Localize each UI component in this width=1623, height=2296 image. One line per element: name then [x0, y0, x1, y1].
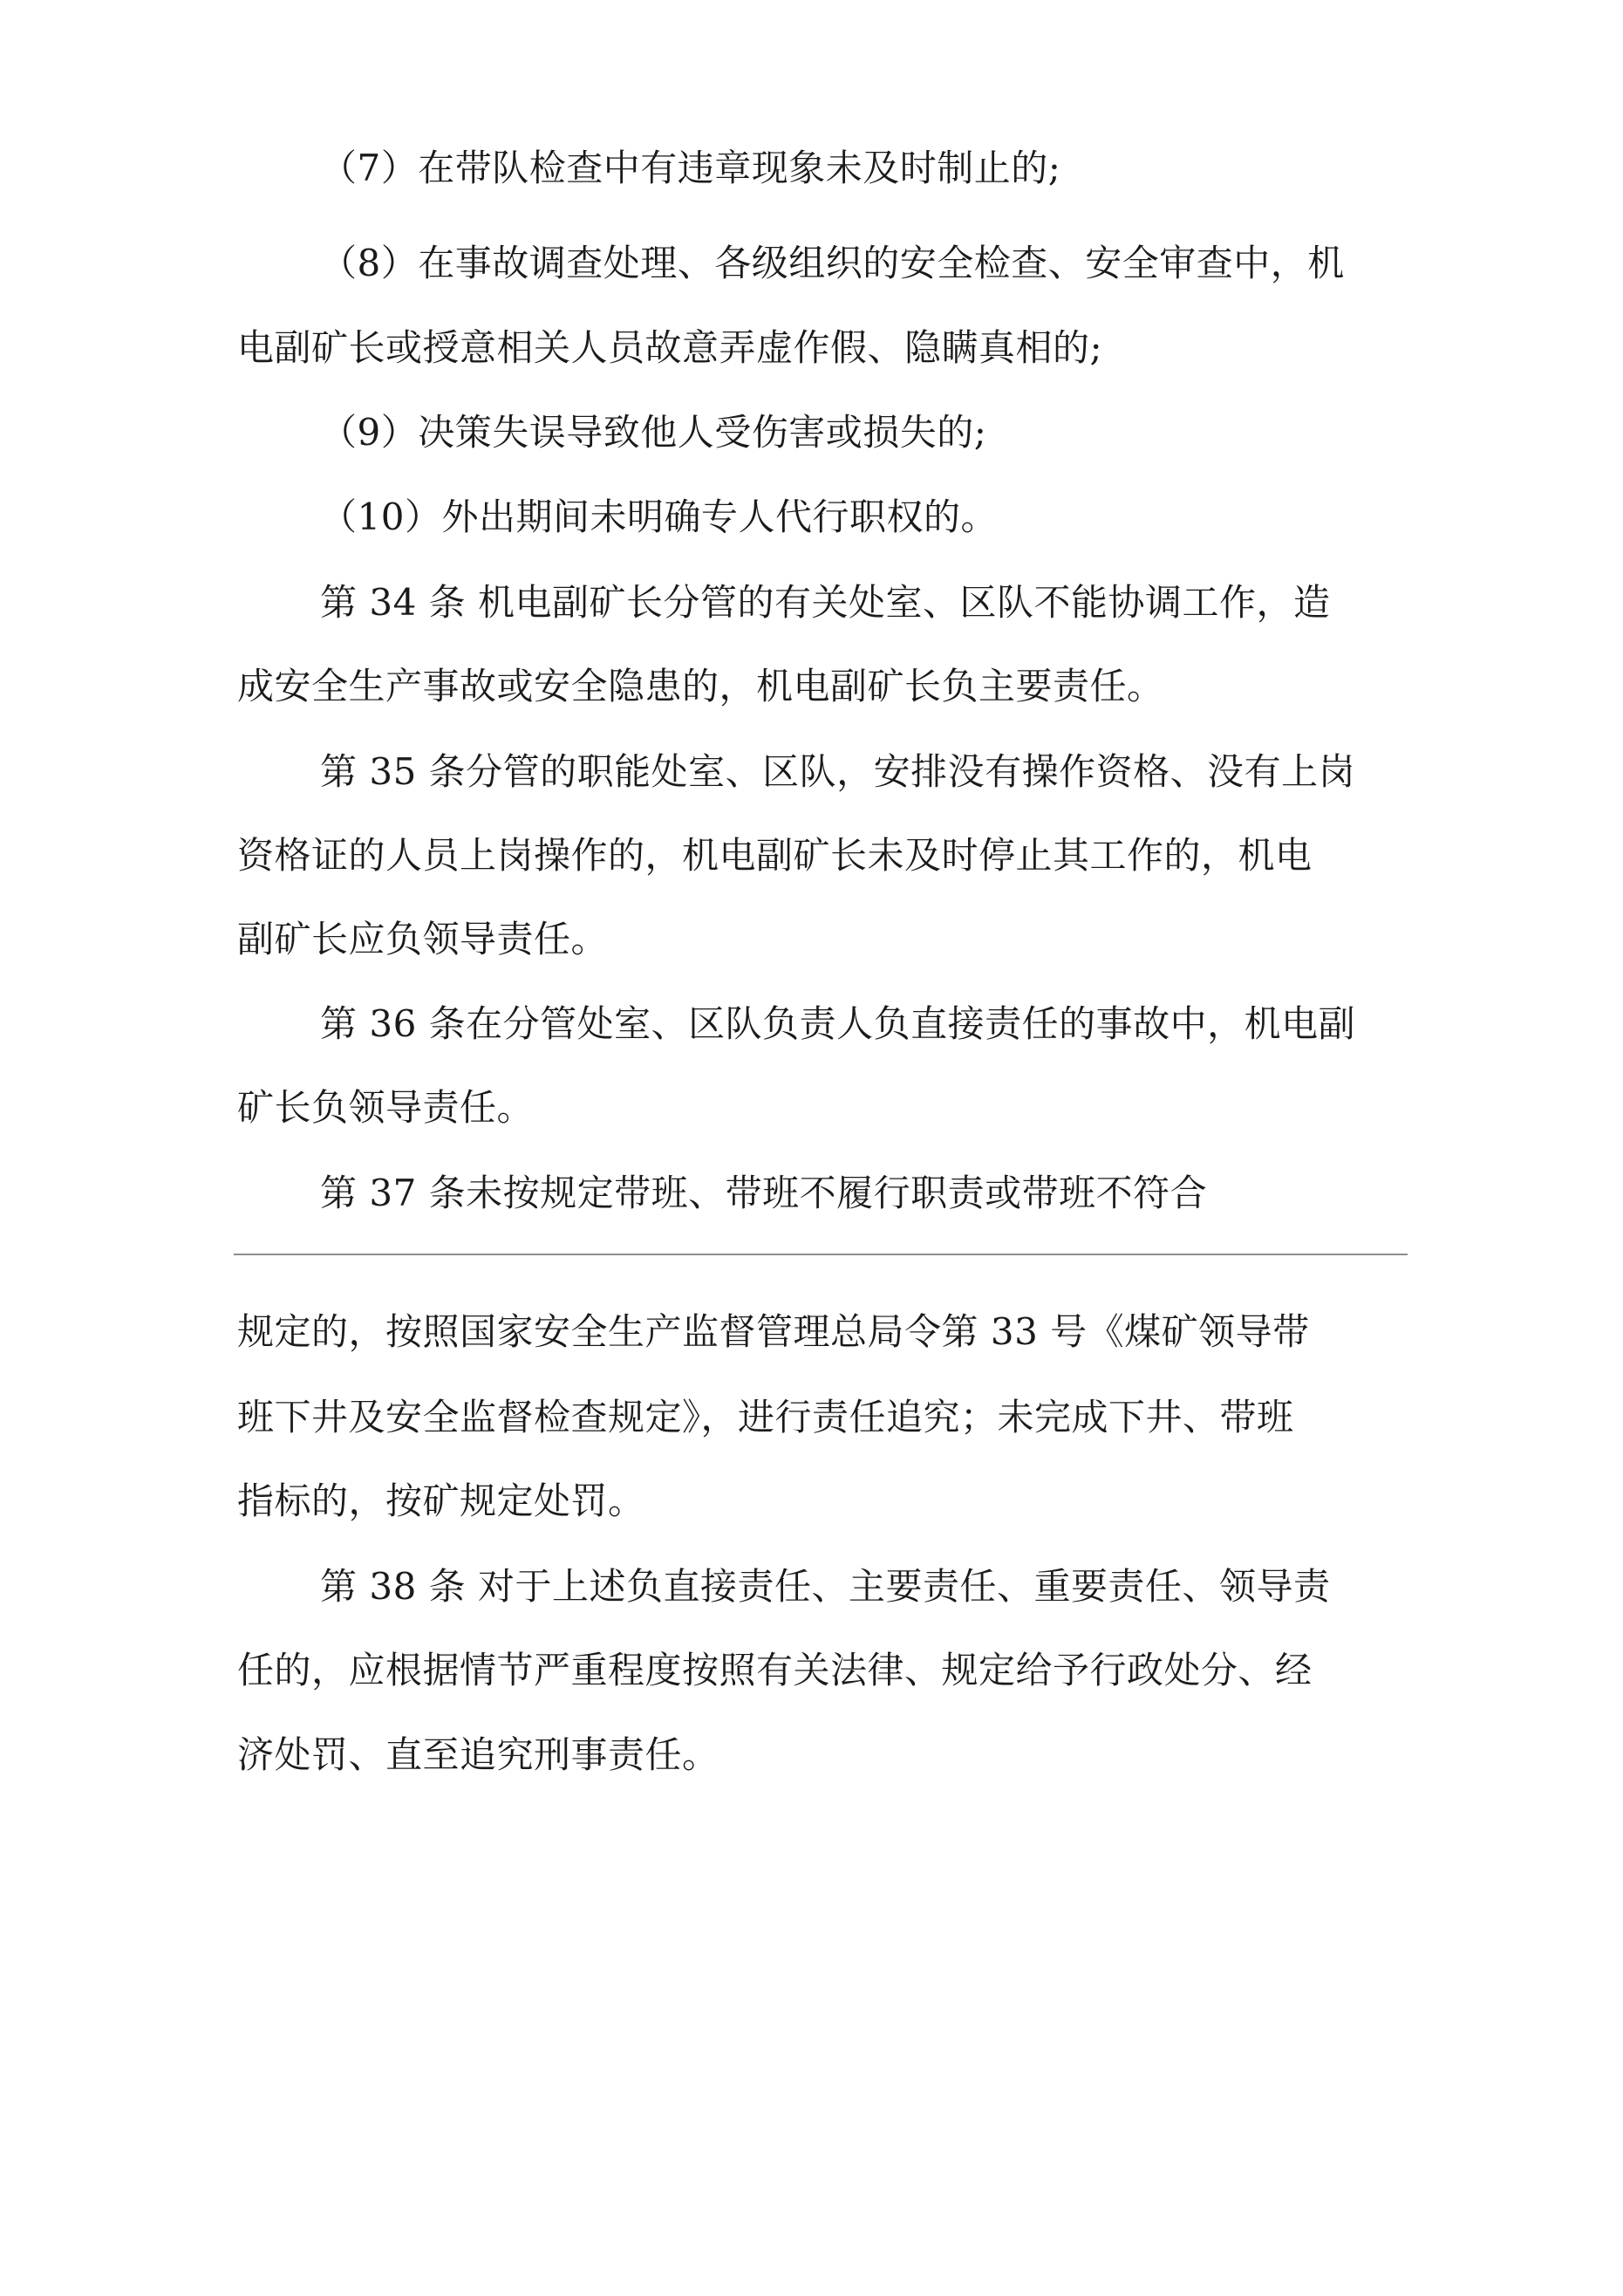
item-8-line-1: （8）在事故调查处理、各级组织的安全检查、安全审查中，机: [320, 242, 1345, 284]
article-35-line-2: 资格证的人员上岗操作的，机电副矿长未及时停止其工作的，机电: [237, 834, 1313, 877]
article-34-line-1: 第 34 条 机电副矿长分管的有关处室、区队不能协调工作，造: [320, 581, 1331, 624]
article-36-line-1: 第 36 条在分管处室、区队负责人负直接责任的事故中，机电副: [320, 1002, 1356, 1045]
article-38-line-3: 济处罚、直至追究刑事责任。: [237, 1733, 719, 1776]
article-37-line-3: 班下井及安全监督检查规定》，进行责任追究；未完成下井、带班: [237, 1396, 1294, 1438]
item-10-line: （10）外出期间未明确专人代行职权的。: [320, 495, 998, 538]
article-35-line-3: 副矿长应负领导责任。: [237, 918, 609, 960]
article-35-line-1: 第 35 条分管的职能处室、区队，安排没有操作资格、没有上岗: [320, 750, 1356, 793]
article-38-line-1: 第 38 条 对于上述负直接责任、主要责任、重要责任、领导责: [320, 1565, 1331, 1608]
article-36-line-2: 矿长负领导责任。: [237, 1086, 535, 1129]
article-37-line-4: 指标的，按矿规定处罚。: [237, 1479, 645, 1522]
item-9-line: （9）决策失误导致他人受伤害或损失的;: [320, 411, 987, 454]
page-break-divider: [234, 1254, 1408, 1255]
article-37-line-1: 第 37 条未按规定带班、带班不履行职责或带班不符合: [320, 1172, 1208, 1214]
article-37-line-2: 规定的，按照国家安全生产监督管理总局令第 33 号《煤矿领导带: [237, 1310, 1310, 1353]
article-34-line-2: 成安全生产事故或安全隐患的，机电副矿长负主要责任。: [237, 665, 1164, 707]
item-7-line: （7）在带队检查中有违章现象未及时制止的;: [320, 147, 1061, 189]
item-8-line-2: 电副矿长或授意相关人员故意弄虚作假、隐瞒真相的;: [237, 326, 1103, 369]
article-38-line-2: 任的，应根据情节严重程度按照有关法律、规定给予行政处分、经: [237, 1649, 1313, 1691]
